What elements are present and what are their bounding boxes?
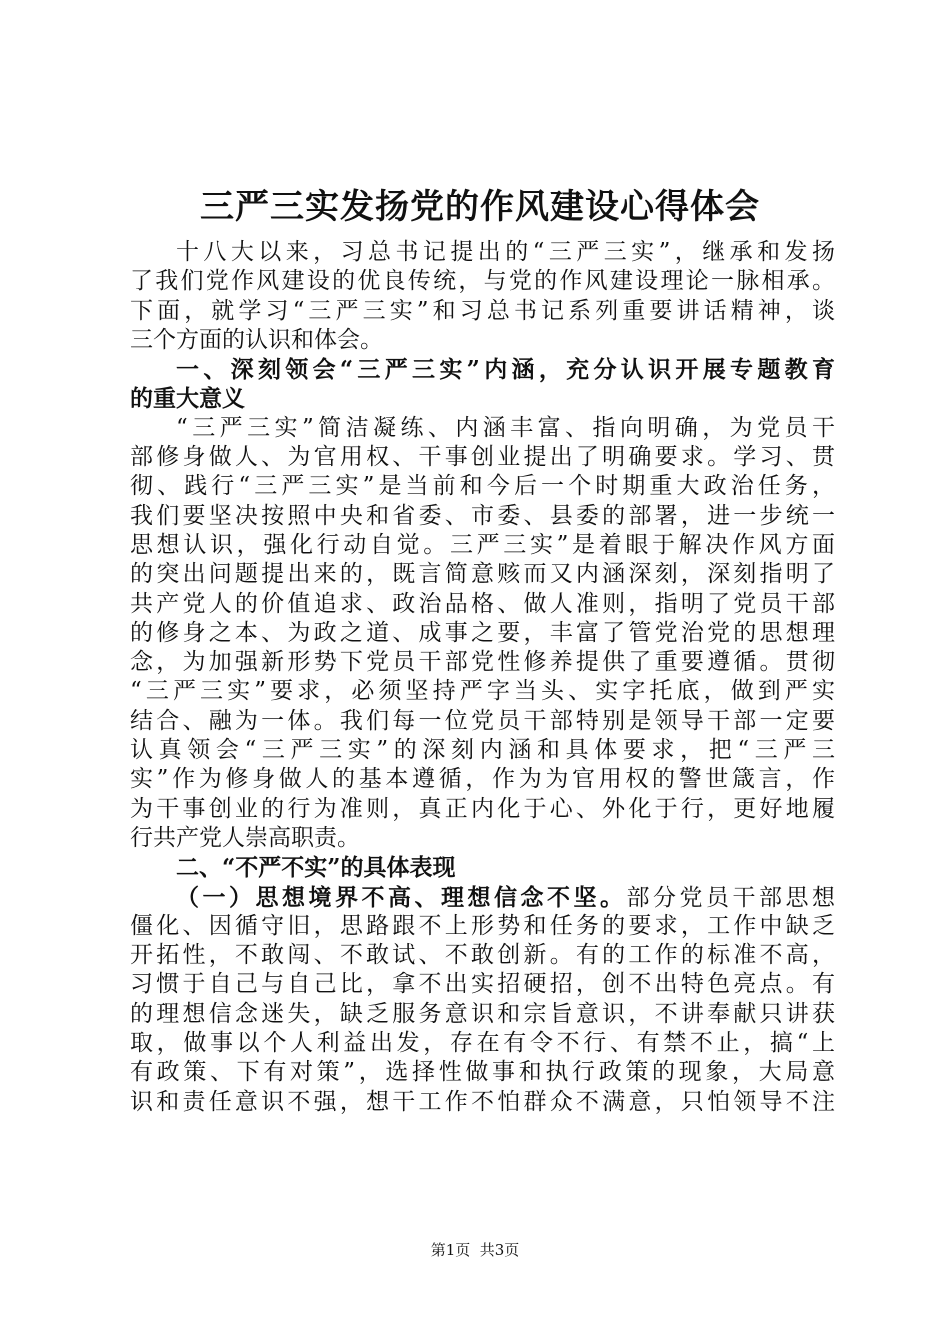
section-heading-1-cont: 的重大意义 [130,385,245,413]
text-line: 的理想信念迷失，缺乏服务意识和宗旨意识，不讲奉献只讲获 [130,1000,835,1027]
section-heading-1: 一、深刻领会“三严三实”内涵，充分认识开展专题教育 [176,356,835,384]
text-line: 彻、践行“三严三实”是当前和今后一个时期重大政治任务， [130,473,835,500]
text-line: 实”作为修身做人的基本遵循，作为为官用权的警世箴言，作 [130,766,835,793]
section-heading-2: 二、“不严不实”的具体表现 [176,854,456,882]
subsection-heading-1: （一）思想境界不高、理想信念不坚。 [176,883,627,911]
page-footer [0,1240,950,1260]
text-line: 习惯于自己与自己比，拿不出实招硬招，创不出特色亮点。有 [130,971,835,998]
document-title: 三严三实发扬党的作风建设心得体会 [200,187,760,227]
text-line: “三严三实”要求，必须坚持严字当头、实字托底，做到严实 [130,678,835,705]
text-line: 认真领会“三严三实”的深刻内涵和具体要求，把“三严三 [130,737,835,764]
text-line: 的突出问题提出来的，既言简意赅而又内涵深刻，深刻指明了 [130,561,835,588]
text-line: 共产党人的价值追求、政治品格、做人准则，指明了党员干部 [130,590,835,617]
subsection-line [130,883,835,912]
text-line: 思想认识，强化行动自觉。三严三实”是着眼于解决作风方面 [130,531,835,558]
document-body [130,238,835,1117]
text-line: 僵化、因循守旧，思路跟不上形势和任务的要求，工作中缺乏 [130,912,835,939]
text-line: 开拓性，不敢闯、不敢试、不敢创新。有的工作的标准不高， [130,942,835,969]
text-line: 结合、融为一体。我们每一位党员干部特别是领导干部一定要 [130,707,835,734]
subsection-text: 部分党员干部思想 [626,884,835,911]
text-line: 的修身之本、为政之道、成事之要，丰富了管党治党的思想理 [130,619,835,646]
text-line: 十八大以来，习总书记提出的“三严三实”，继承和发扬 [176,239,835,265]
page-number: 第1页 共3页 [430,1241,520,1259]
text-line: 为干事创业的行为准则，真正内化于心、外化于行，更好地履 [130,795,835,822]
text-line: “三严三实”简洁凝练、内涵丰富、指向明确，为党员干 [176,414,835,441]
text-line: 识和责任意识不强，想干工作不怕群众不满意，只怕领导不注 [130,1088,835,1115]
text-line: 下面，就学习“三严三实”和习总书记系列重要讲话精神，谈 [130,297,835,324]
text-line: 部修身做人、为官用权、干事创业提出了明确要求。学习、贯 [130,444,835,471]
text-line: 我们要坚决按照中央和省委、市委、县委的部署，进一步统一 [130,502,835,529]
text-line: 了我们党作风建设的优良传统，与党的作风建设理论一脉相承。 [130,268,835,295]
text-line: 取，做事以个人利益出发，存在有令不行、有禁不止，搞“上 [130,1030,835,1057]
text-line: 行共产党人崇高职责。 [130,824,360,851]
text-line: 有政策、下有对策”，选择性做事和执行政策的现象，大局意 [130,1059,835,1086]
text-line: 念，为加强新形势下党员干部党性修养提供了重要遵循。贯彻 [130,649,835,676]
text-line: 三个方面的认识和体会。 [130,326,383,353]
